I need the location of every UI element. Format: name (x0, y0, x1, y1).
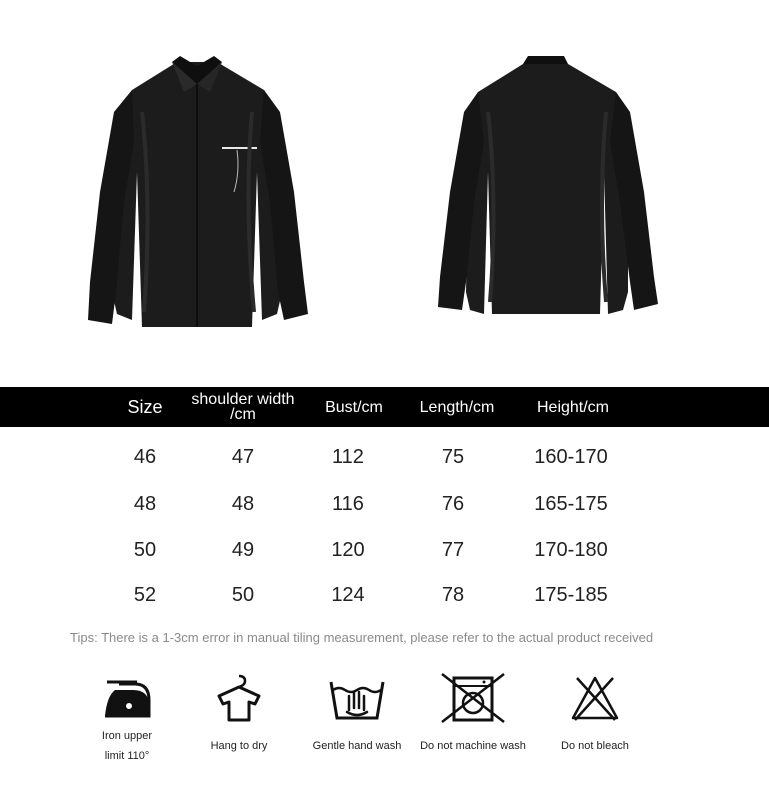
cell-size: 52 (133, 584, 157, 606)
cell-height: 170-180 (534, 539, 608, 561)
cell-shoulder: 50 (231, 584, 255, 606)
care-item-hand-wash (297, 672, 417, 756)
cell-bust: 116 (332, 493, 364, 515)
care-label-iron: Iron upper limit 110° (101, 730, 153, 762)
cell-bust: 120 (331, 539, 365, 561)
header-shoulder-width-label: shoulder width /cm (191, 391, 295, 423)
no-bleach-icon (565, 672, 625, 724)
cell-length: 76 (441, 493, 465, 515)
cell-length: 75 (441, 446, 465, 468)
shirt-front-image (72, 52, 322, 332)
cell-height: 165-175 (534, 493, 608, 515)
table-row (0, 580, 769, 610)
cell-length: 78 (441, 584, 465, 606)
care-item-iron (67, 672, 187, 766)
care-label-no-machine-wash: Do not machine wash (420, 740, 526, 752)
cell-size: 48 (133, 493, 157, 515)
cell-shoulder: 49 (231, 539, 255, 561)
cell-size: 50 (133, 539, 157, 561)
care-item-no-machine-wash (413, 672, 533, 756)
shirt-back-image (428, 52, 668, 320)
iron-icon (97, 672, 157, 722)
care-item-no-bleach (535, 672, 655, 756)
header-bust: Bust/cm (325, 398, 383, 416)
table-row (0, 489, 769, 519)
header-shoulder-width (180, 387, 306, 427)
hand-wash-icon (327, 672, 387, 722)
header-length: Length/cm (419, 398, 495, 416)
cell-bust: 124 (331, 584, 365, 606)
no-machine-wash-icon (438, 672, 508, 724)
size-table-header (0, 387, 769, 427)
care-label-no-bleach: Do not bleach (561, 740, 629, 752)
hang-dry-icon (209, 672, 269, 722)
cell-size: 46 (133, 446, 157, 468)
care-label-hang-dry: Hang to dry (210, 740, 268, 752)
cell-height: 160-170 (534, 446, 608, 468)
cell-bust: 112 (332, 446, 364, 468)
cell-shoulder: 48 (231, 493, 255, 515)
measurement-tips: Tips: There is a 1-3cm error in manual tiling measurement, please refer to the actual product received (70, 630, 654, 645)
header-height: Height/cm (536, 398, 610, 416)
care-label-hand-wash: Gentle hand wash (312, 740, 402, 752)
header-size: Size (127, 396, 163, 417)
cell-length: 77 (441, 539, 465, 561)
care-item-hang-dry (179, 672, 299, 756)
cell-shoulder: 47 (231, 446, 255, 468)
cell-height: 175-185 (534, 584, 608, 606)
table-row (0, 535, 769, 565)
table-row (0, 442, 769, 472)
